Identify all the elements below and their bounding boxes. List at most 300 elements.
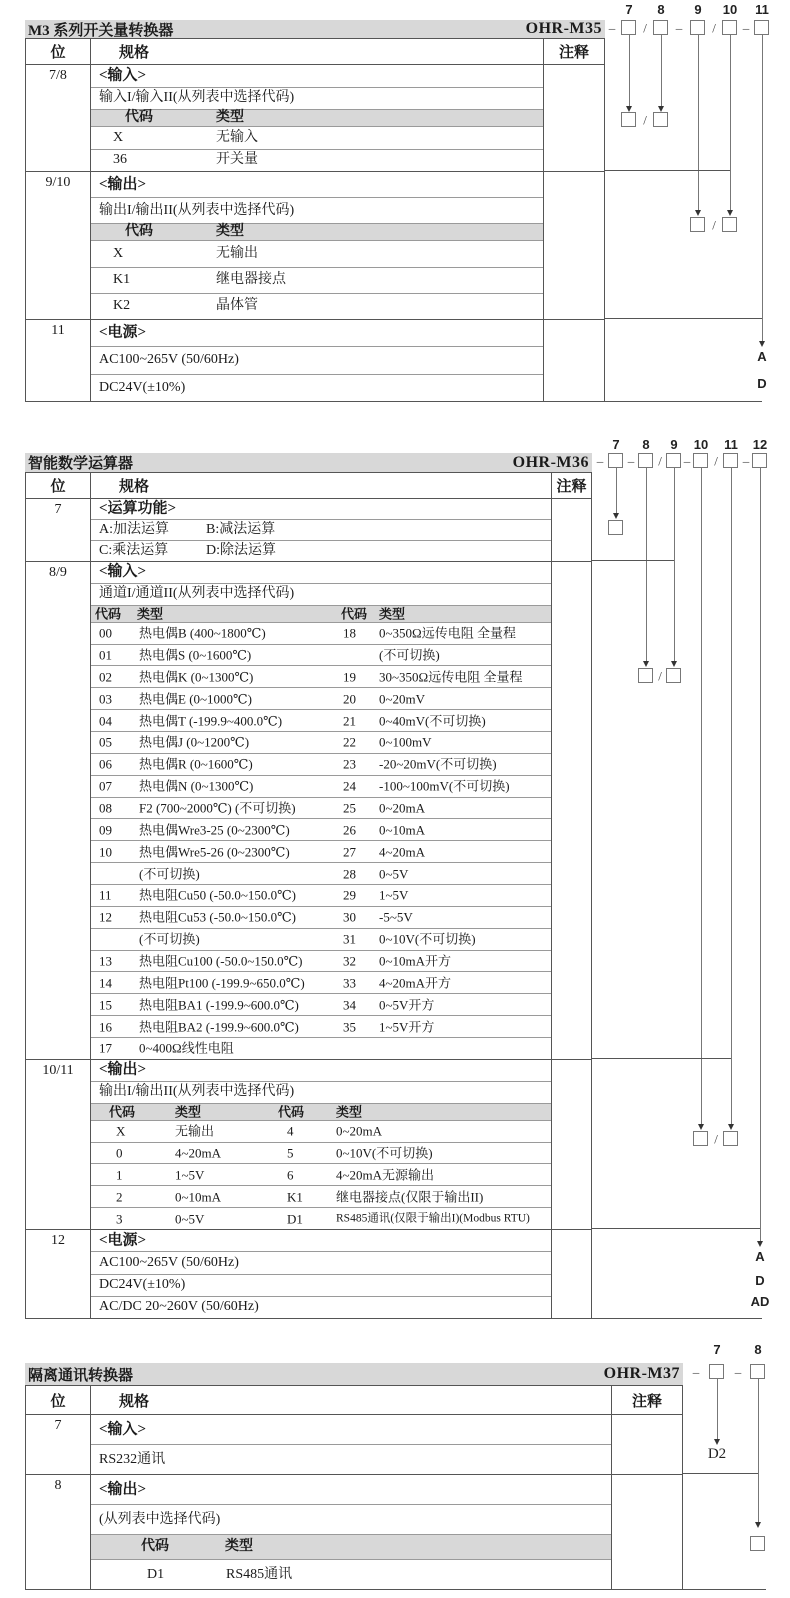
- code-cell: 04: [99, 713, 112, 729]
- code-table-header-cell: 类型: [225, 1539, 253, 1554]
- spec-column: [91, 65, 544, 171]
- code-cell: D1: [147, 1566, 165, 1582]
- spec-column: [91, 562, 552, 1059]
- col-header-spec: 规格: [91, 1386, 612, 1414]
- spec-column: [91, 1415, 612, 1474]
- position-digit: 11: [755, 2, 769, 17]
- arrow-down-icon: [698, 1124, 704, 1130]
- spec-row: [91, 293, 543, 319]
- code-cell: 25: [343, 800, 356, 816]
- connector-line: [605, 170, 730, 171]
- connector-line: [730, 35, 731, 210]
- selection-box: [690, 217, 705, 232]
- type-cell: 热电偶R (0~1600℃): [139, 756, 253, 772]
- section-title: M3 系列开关量转换器: [28, 22, 174, 39]
- spec-row: [91, 818, 551, 840]
- slash-separator: /: [643, 112, 647, 128]
- section-title: 智能数学运算器: [28, 456, 134, 472]
- code-cell: 07: [99, 778, 112, 794]
- type-cell: 热电偶B (400~1800℃): [139, 625, 266, 641]
- type-cell: -100~100mV(不可切换): [379, 778, 510, 794]
- code-table-header-cell: 代码: [141, 1539, 169, 1554]
- code-cell: 2: [116, 1189, 123, 1205]
- dash-separator: –: [734, 1364, 742, 1380]
- spec-row: [91, 346, 543, 373]
- spec-row: [91, 126, 543, 149]
- spec-row: [91, 622, 551, 644]
- group-label: <电源>: [99, 324, 147, 341]
- option-code-label: D: [755, 1273, 765, 1288]
- spec-row: [91, 172, 543, 197]
- code-table-header-cell: 类型: [137, 606, 164, 622]
- position-digit: 11: [724, 437, 738, 452]
- code-cell: 33: [343, 975, 356, 991]
- position-digit: 10: [722, 2, 738, 17]
- spec-row: [91, 665, 551, 687]
- spec-row: [91, 109, 543, 126]
- col-header-note: 注释: [558, 45, 589, 61]
- arrow-down-icon: [671, 661, 677, 667]
- code-table-header-cell: 类型: [336, 1104, 363, 1120]
- type-cell: (不可切换): [379, 647, 440, 663]
- code-cell: 10: [99, 844, 112, 860]
- code-table-header-cell: 代码: [278, 1104, 305, 1120]
- spec-row: [91, 993, 551, 1015]
- section-title: 隔离通讯转换器: [28, 1367, 134, 1384]
- spec-row: [91, 797, 551, 819]
- spec-column: [91, 1060, 552, 1229]
- type-cell: -5~5V: [379, 909, 413, 925]
- code-cell: 12: [99, 909, 112, 925]
- connector-line: [646, 468, 647, 661]
- model-slot-box: [693, 453, 708, 468]
- selection-box: [750, 1536, 765, 1551]
- code-cell: 21: [343, 713, 356, 729]
- spec-row: [91, 753, 551, 775]
- spec-row: [91, 1103, 551, 1120]
- col-header-note: 注释: [556, 479, 587, 495]
- code-cell: K2: [113, 298, 131, 314]
- spec-row: [91, 862, 551, 884]
- code-cell: 05: [99, 734, 112, 750]
- column-header-row: [26, 39, 604, 64]
- connector-line: [605, 401, 762, 402]
- spec-row: [91, 950, 551, 972]
- selection-box: [638, 668, 653, 683]
- code-cell: 35: [343, 1019, 356, 1035]
- table-block: [26, 561, 591, 1059]
- code-cell: 30: [343, 909, 356, 925]
- arrow-down-icon: [613, 513, 619, 519]
- connector-line: [674, 468, 675, 661]
- type-cell: 30~350Ω远传电阻 全量程: [379, 669, 523, 685]
- spec-text: 输出I/输出II(从列表中选择代码): [99, 1084, 295, 1100]
- connector-line: [698, 35, 699, 210]
- code-cell: 6: [287, 1167, 294, 1183]
- code-cell: 0: [116, 1145, 123, 1161]
- model-slot-box: [638, 453, 653, 468]
- connector-line: [758, 1379, 759, 1522]
- code-cell: 29: [343, 887, 356, 903]
- code-table-header-cell: 类型: [216, 224, 244, 240]
- dash-separator: –: [596, 453, 604, 469]
- position-digit: 9: [694, 2, 702, 17]
- type-cell: 0~10V(不可切换): [379, 931, 476, 947]
- connector-line: [592, 1058, 731, 1059]
- code-cell: 1: [116, 1167, 123, 1183]
- spec-row: [91, 519, 551, 540]
- model-slot-box: [754, 20, 769, 35]
- arrow-down-icon: [757, 1241, 763, 1247]
- spec-row: [91, 1207, 551, 1229]
- code-cell: K1: [113, 272, 131, 288]
- type-cell: 热电偶S (0~1600℃): [139, 647, 252, 663]
- spec-row: [91, 562, 551, 583]
- selection-box: [666, 668, 681, 683]
- spec-row: [91, 1559, 611, 1589]
- type-cell: 开关量: [216, 152, 258, 168]
- block-position: 11: [26, 320, 91, 401]
- position-digit: 8: [642, 437, 650, 452]
- code-cell: 36: [113, 152, 127, 168]
- type-cell: RS485通讯(仅限于输出I)(Modbus RTU): [336, 1211, 530, 1224]
- position-digit: 8: [754, 1342, 762, 1357]
- type-cell: 4~20mA: [175, 1145, 222, 1161]
- spec-row: [91, 320, 543, 346]
- note-cell: [544, 172, 604, 319]
- spec-row: [91, 1504, 611, 1534]
- model-table-ohr-m36: [25, 453, 592, 1319]
- type-cell: 无输出: [216, 246, 258, 261]
- connector-line: [605, 318, 762, 319]
- spec-row: [91, 775, 551, 797]
- spec-column: [91, 1230, 552, 1318]
- col-header-spec: 规格: [91, 39, 544, 64]
- spec-text: DC24V(±10%): [99, 379, 186, 395]
- col-header-spec: 规格: [91, 473, 552, 498]
- selection-box: [722, 217, 737, 232]
- position-digit: 9: [670, 437, 678, 452]
- code-cell: 18: [343, 625, 356, 641]
- type-cell: 0~100mV: [379, 734, 432, 750]
- type-cell: 无输出: [175, 1123, 215, 1139]
- block-position: 7: [26, 499, 91, 561]
- type-cell: 0~40mV(不可切换): [379, 713, 486, 729]
- spec-row: [91, 540, 551, 561]
- position-digit: 7: [713, 1342, 721, 1357]
- selection-box: [723, 1131, 738, 1146]
- code-cell: 08: [99, 800, 112, 816]
- code-cell: 01: [99, 647, 112, 663]
- type-cell: 0~10mA: [175, 1189, 222, 1205]
- slash-separator: /: [712, 217, 716, 233]
- type-cell: 0~5V: [379, 866, 409, 882]
- connector-line: [701, 468, 702, 1124]
- spec-text: DC24V(±10%): [99, 1277, 186, 1293]
- code-table-header-cell: 类型: [216, 110, 244, 125]
- model-slot-box: [723, 453, 738, 468]
- spec-row: [91, 1415, 611, 1444]
- type-cell: 热电偶N (0~1300℃): [139, 778, 254, 794]
- model-slot-box: [608, 453, 623, 468]
- code-table-header-cell: 类型: [379, 606, 406, 622]
- spec-row: [91, 1015, 551, 1037]
- note-cell: [552, 562, 591, 1059]
- code-cell: 13: [99, 953, 112, 969]
- table-titlebar: [25, 453, 592, 472]
- type-cell: 热电偶T (-199.9~400.0℃): [139, 713, 283, 729]
- model-slot-box: [666, 453, 681, 468]
- connector-line: [592, 1228, 760, 1229]
- col-header-pos: 位: [26, 473, 91, 498]
- spec-text: (从列表中选择代码): [99, 1511, 221, 1527]
- code-cell: 22: [343, 734, 356, 750]
- spec-text: RS232通讯: [99, 1451, 166, 1467]
- model-slot-box: [722, 20, 737, 35]
- spec-column: [91, 1475, 612, 1589]
- selection-box: [621, 112, 636, 127]
- dash-separator: –: [692, 1364, 700, 1380]
- model-slot-box: [690, 20, 705, 35]
- type-cell: 热电阻BA2 (-199.9~600.0℃): [139, 1019, 299, 1035]
- note-cell: [552, 499, 591, 561]
- note-cell: [544, 65, 604, 171]
- type-cell: 1~5V开方: [379, 1019, 435, 1035]
- code-cell: 26: [343, 822, 356, 838]
- spec-column: [91, 320, 544, 401]
- spec-row: [91, 1142, 551, 1164]
- type-cell: 0~20mA: [379, 800, 426, 816]
- connector-line: [661, 35, 662, 106]
- code-cell: 02: [99, 669, 112, 685]
- table-blocks: [26, 64, 604, 401]
- code-table-header-cell: 类型: [175, 1104, 202, 1120]
- type-cell: 4~20mA: [379, 844, 426, 860]
- model-slot-box: [653, 20, 668, 35]
- col-header-pos: 位: [26, 1386, 91, 1414]
- connector-line: [762, 35, 763, 341]
- spec-row: [91, 971, 551, 993]
- connector-line: [683, 1589, 766, 1590]
- type-cell: 继电器接点(仅限于输出II): [336, 1189, 484, 1205]
- spec-text: 输入I/输入II(从列表中选择代码): [99, 90, 295, 106]
- type-cell: 无输入: [216, 129, 258, 145]
- type-cell: 晶体管: [216, 298, 258, 314]
- code-cell: K1: [287, 1189, 303, 1205]
- spec-row: [91, 1475, 611, 1504]
- col-header-pos: 位: [26, 39, 91, 64]
- table-blocks: [26, 1414, 682, 1589]
- option-code-label: A: [755, 1249, 765, 1264]
- model-code: OHR-M35: [525, 20, 602, 37]
- code-table-header-cell: 代码: [109, 1104, 136, 1120]
- slash-separator: /: [658, 453, 662, 469]
- spec-row: [91, 1444, 611, 1474]
- arrow-down-icon: [714, 1439, 720, 1445]
- position-digit: 7: [625, 2, 633, 17]
- type-cell: 0~10V(不可切换): [336, 1145, 433, 1161]
- code-cell: 11: [99, 887, 112, 903]
- dash-separator: –: [608, 20, 616, 36]
- group-label: <输出>: [99, 1481, 147, 1497]
- table-body: [25, 1385, 683, 1590]
- arrow-down-icon: [728, 1124, 734, 1130]
- type-cell: 0~5V开方: [379, 997, 435, 1013]
- code-table-header-cell: 代码: [125, 224, 153, 240]
- connector-line: [616, 468, 617, 513]
- note-cell: [552, 1060, 591, 1229]
- connector-line: [683, 1473, 758, 1474]
- table-body: [25, 472, 592, 1319]
- dash-separator: –: [742, 20, 750, 36]
- spec-row: [91, 1185, 551, 1207]
- type-cell: C:乘法运算: [99, 543, 169, 558]
- selection-box: [653, 112, 668, 127]
- spec-row: [91, 87, 543, 110]
- model-slot-box: [752, 453, 767, 468]
- type-cell: 0~20mV: [379, 691, 426, 707]
- type-cell: A:加法运算: [99, 522, 169, 537]
- code-cell: 15: [99, 997, 112, 1013]
- spec-row: [91, 1274, 551, 1296]
- arrow-down-icon: [727, 210, 733, 216]
- option-code-label: AD: [750, 1294, 770, 1309]
- group-label: <电源>: [99, 1232, 147, 1249]
- type-cell: 继电器接点: [216, 272, 286, 288]
- code-cell: X: [113, 129, 124, 145]
- column-header-row: [26, 1386, 682, 1414]
- spec-text: AC/DC 20~260V (50/60Hz): [99, 1299, 259, 1315]
- col-header-note: 注释: [631, 1393, 662, 1410]
- model-code: OHR-M37: [603, 1365, 680, 1382]
- spec-row: [91, 1037, 551, 1059]
- note-cell: [544, 320, 604, 401]
- spec-row: [91, 906, 551, 928]
- type-cell: 0~5V: [175, 1211, 205, 1227]
- spec-text: AC100~265V (50/60Hz): [99, 1254, 239, 1270]
- code-cell: 24: [343, 778, 356, 794]
- code-cell: 14: [99, 975, 112, 991]
- spec-row: [91, 1296, 551, 1318]
- table-block: [26, 319, 604, 401]
- type-cell: 热电偶Wre5-26 (0~2300℃): [139, 844, 290, 860]
- type-cell: 热电阻BA1 (-199.9~600.0℃): [139, 997, 299, 1013]
- code-cell: 06: [99, 756, 112, 772]
- option-code-label: D2: [707, 1446, 727, 1462]
- code-cell: 16: [99, 1019, 112, 1035]
- model-table-ohr-m37: [25, 1363, 683, 1590]
- slash-separator: /: [643, 20, 647, 36]
- connector-line: [731, 468, 732, 1124]
- group-label: <输入>: [99, 67, 147, 84]
- spec-row: [91, 1230, 551, 1251]
- block-position: 8: [26, 1475, 91, 1589]
- code-cell: 03: [99, 691, 112, 707]
- code-cell: 17: [99, 1040, 112, 1056]
- type-cell: (不可切换): [139, 866, 200, 882]
- model-slot-box: [621, 20, 636, 35]
- spec-row: [91, 267, 543, 293]
- table-blocks: [26, 498, 591, 1318]
- code-cell: 28: [343, 866, 356, 882]
- spec-row: [91, 1534, 611, 1559]
- code-table-header-cell: 代码: [341, 606, 368, 622]
- spec-row: [91, 499, 551, 519]
- spec-column: [91, 172, 544, 319]
- spec-row: [91, 928, 551, 950]
- code-cell: 3: [116, 1211, 123, 1227]
- selection-box: [693, 1131, 708, 1146]
- code-cell: 31: [343, 931, 356, 947]
- spec-row: [91, 840, 551, 862]
- spec-row: [91, 583, 551, 605]
- position-digit: 10: [693, 437, 709, 452]
- slash-separator: /: [714, 453, 718, 469]
- dash-separator: –: [683, 453, 691, 469]
- block-position: 7/8: [26, 65, 91, 171]
- spec-row: [91, 1081, 551, 1103]
- spec-row: [91, 644, 551, 666]
- code-table-header-cell: 代码: [125, 110, 153, 125]
- type-cell: 热电阻Cu53 (-50.0~150.0℃): [139, 909, 296, 925]
- spec-row: [91, 374, 543, 401]
- position-digit: 7: [612, 437, 620, 452]
- type-cell: D:除法运算: [206, 543, 276, 558]
- connector-line: [717, 1379, 718, 1439]
- dash-separator: –: [627, 453, 635, 469]
- type-cell: (不可切换): [139, 931, 200, 947]
- group-label: <输出>: [99, 1061, 147, 1078]
- type-cell: F2 (700~2000℃) (不可切换): [139, 800, 296, 816]
- spec-text: 输出I/输出II(从列表中选择代码): [99, 202, 295, 218]
- type-cell: 热电阻Cu100 (-50.0~150.0℃): [139, 953, 303, 969]
- table-block: [26, 498, 591, 561]
- block-position: 10/11: [26, 1060, 91, 1229]
- block-position: 9/10: [26, 172, 91, 319]
- note-cell: [552, 1230, 591, 1318]
- arrow-down-icon: [643, 661, 649, 667]
- spec-row: [91, 149, 543, 172]
- connector-line: [629, 35, 630, 106]
- connector-line: [592, 1318, 762, 1319]
- model-slot-box: [709, 1364, 724, 1379]
- slash-separator: /: [712, 20, 716, 36]
- type-cell: 0~350Ω远传电阻 全量程: [379, 625, 516, 641]
- table-block: [26, 1059, 591, 1229]
- spec-row: [91, 1251, 551, 1273]
- slash-separator: /: [658, 668, 662, 684]
- block-position: 7: [26, 1415, 91, 1474]
- option-code-label: A: [757, 349, 767, 364]
- spec-row: [91, 240, 543, 266]
- spec-row: [91, 1163, 551, 1185]
- spec-text: 通道I/通道II(从列表中选择代码): [99, 586, 295, 602]
- column-header-row: [26, 473, 591, 498]
- type-cell: 热电偶Wre3-25 (0~2300℃): [139, 822, 290, 838]
- code-cell: 19: [343, 669, 356, 685]
- type-cell: B:减法运算: [206, 522, 276, 537]
- block-position: 8/9: [26, 562, 91, 1059]
- type-cell: 0~20mA: [336, 1123, 383, 1139]
- spec-row: [91, 197, 543, 223]
- spec-text: AC100~265V (50/60Hz): [99, 352, 239, 368]
- arrow-down-icon: [759, 341, 765, 347]
- model-code: OHR-M36: [512, 453, 589, 471]
- group-label: <输出>: [99, 176, 147, 193]
- arrow-down-icon: [755, 1522, 761, 1528]
- dash-separator: –: [675, 20, 683, 36]
- connector-line: [760, 468, 761, 1241]
